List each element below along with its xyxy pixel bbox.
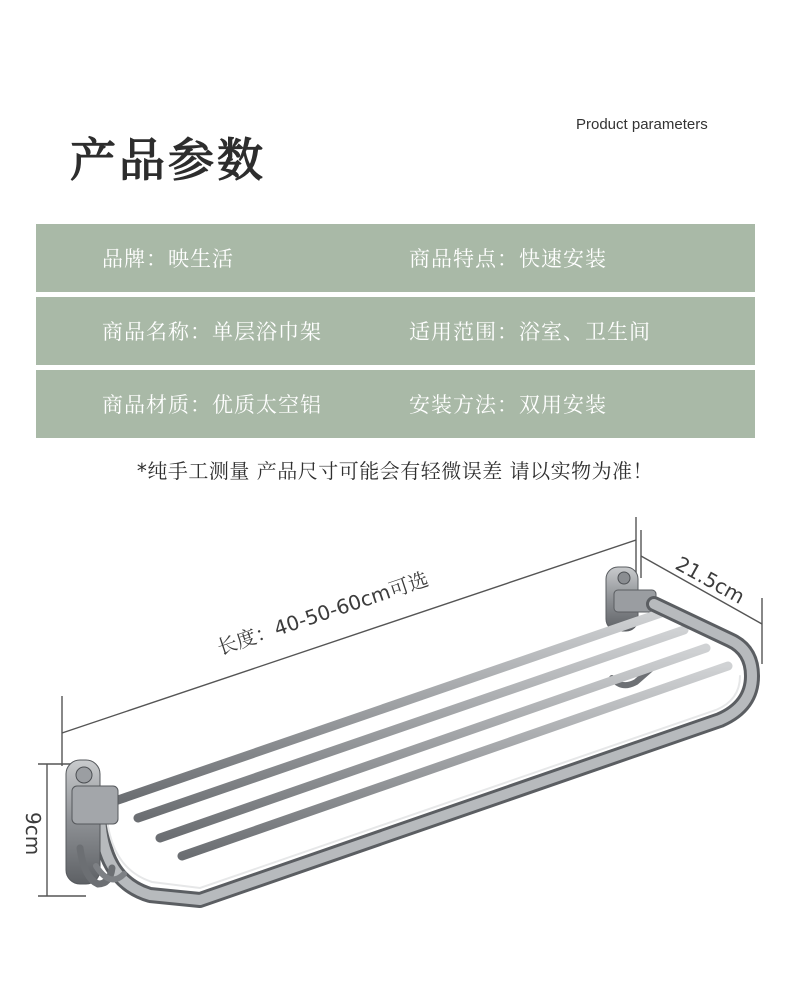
height-label: 9cm bbox=[21, 812, 45, 856]
param-product-name: 商品名称：单层浴巾架 bbox=[102, 320, 322, 344]
param-brand: 品牌：映生活 bbox=[102, 247, 234, 271]
page-subtitle: Product parameters bbox=[576, 116, 708, 133]
product-illustration bbox=[0, 500, 790, 940]
page-title: 产品参数 bbox=[70, 133, 266, 187]
param-material: 商品材质：优质太空铝 bbox=[102, 393, 322, 417]
param-feature: 商品特点：快速安装 bbox=[409, 247, 607, 271]
param-usage-scope: 适用范围：浴室、卫生间 bbox=[409, 320, 651, 344]
param-row-1 bbox=[36, 224, 755, 292]
rack-frame bbox=[100, 604, 752, 900]
depth-label: 21.5cm bbox=[671, 551, 749, 609]
length-label: 长度：40-50-60cm可选 bbox=[213, 566, 432, 660]
param-row-2 bbox=[36, 297, 755, 365]
param-row-3 bbox=[36, 370, 755, 438]
param-install-method: 安装方法：双用安装 bbox=[409, 393, 607, 417]
measurement-note: *纯手工测量 产品尺寸可能会有轻微误差 请以实物为准！ bbox=[136, 459, 654, 483]
